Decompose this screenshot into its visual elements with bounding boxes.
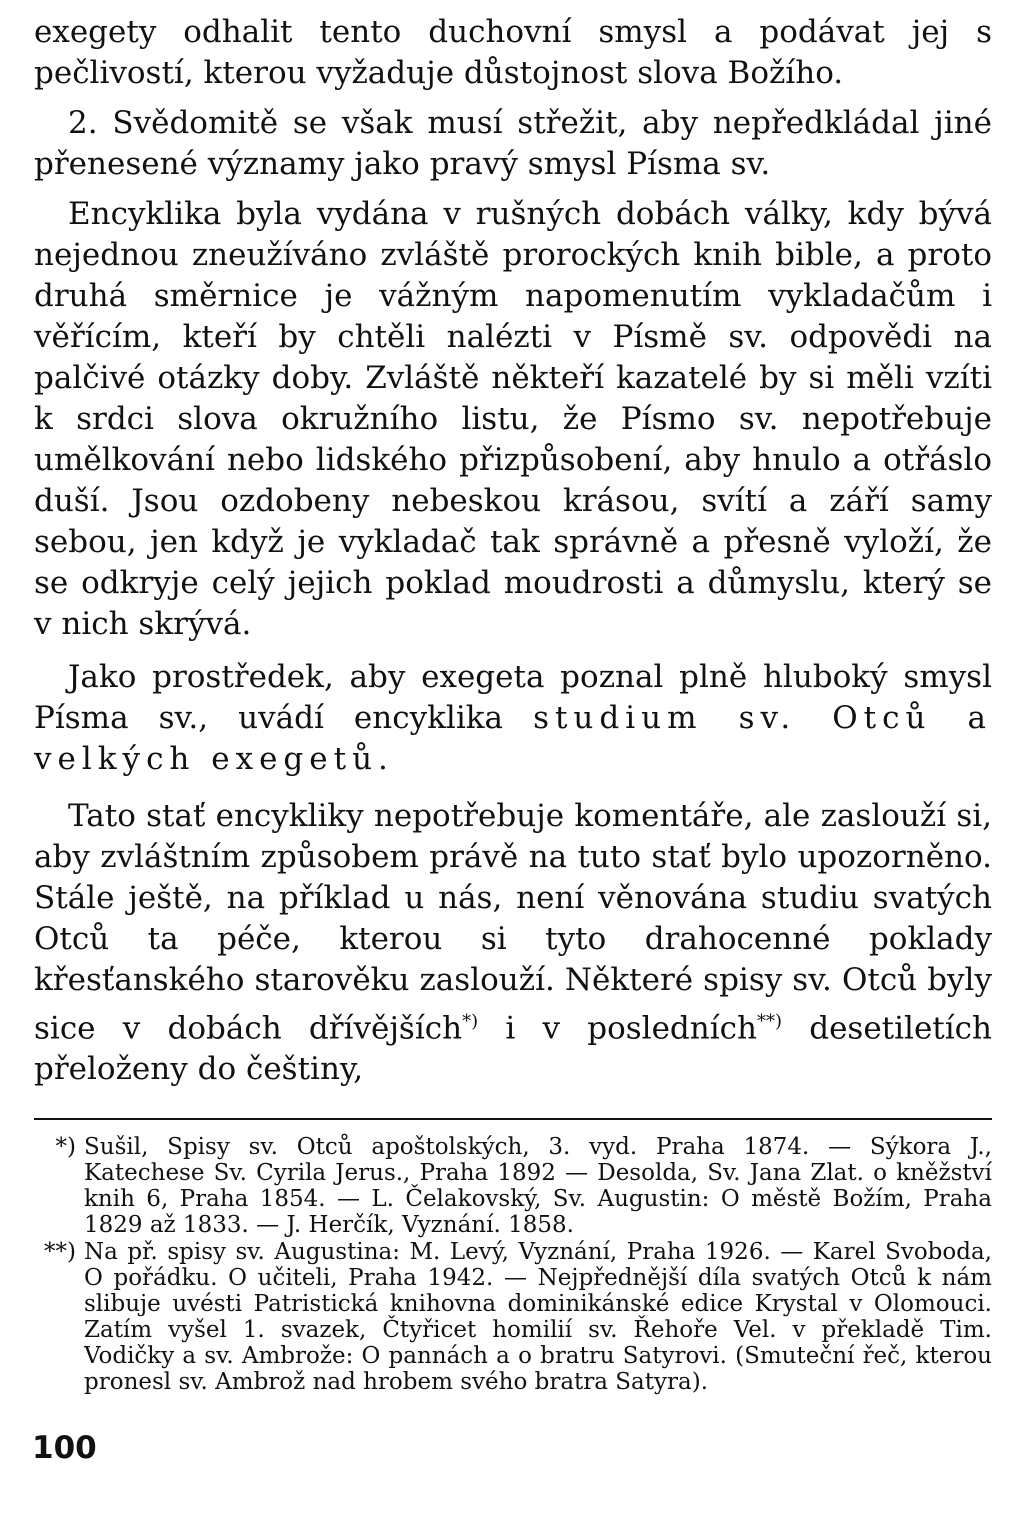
paragraph-point-2: 2. Svědomitě se však musí střežit, aby nepředkládal jiné přenesené významy jako pravý smysl Písma sv.: [34, 105, 992, 182]
main-text: [34, 12, 992, 1090]
paragraph-study-fathers: [34, 657, 992, 780]
paragraph-text: Tato stať encykliky nepotřebuje komentáře, ale zaslouží si, aby zvláštním způsobem právě na tuto stať bylo upozorněno. Stále ještě, na příklad u nás, není věnována studiu svatých Otců ta péče, kterou si tyto drahocenné poklady křesťanského starověku zaslouží. Některé spisy sv. Otců byly sice v dobách dřívějších: [34, 798, 992, 1047]
paragraph-encyclical: Encyklika byla vydána v rušných dobách války, kdy bývá nejednou zneužíváno zvláště prorockých knih bible, a proto druhá směrnice je vážným napomenutím vykladačům i věřícím, kteří by chtěli nalézti v Písmě sv. odpovědi na palčivé otázky doby. Zvláště někteří kazatelé by si měli vzíti k srdci slova okružního listu, že Písmo sv. nepotřebuje umělkování nebo lidského přizpůsobení, aby hnulo a otřáslo duší. Jsou ozdobeny nebeskou krásou, svítí a září samy sebou, jen když je vykladač tak správně a přesně vyloží, že se odkryje celý jejich poklad moudrosti a důmyslu, který se v nich skrývá.: [34, 196, 992, 642]
footnote-ref-2: **): [756, 1011, 782, 1032]
page-number: 100: [32, 1430, 97, 1466]
paragraph-text: desetiletích přeloženy do češtiny,: [34, 1010, 993, 1088]
footnote-text: Sušil, Spisy sv. Otců apoštolských, 3. vyd. Praha 1874. — Sýkora J., Katechese Sv. Cyrila Jerus., Praha 1892 — Desolda, Sv. Jana Zlat. o kněžství knih 6, Praha 1854. — L. Čelakovský, Sv. Augustin: O městě Božím, Praha 1829 až 1833. — J. Herčík, Vyznání. 1858.: [84, 1134, 992, 1239]
footnote-ref-1: *): [462, 1011, 479, 1032]
page: [34, 12, 992, 1396]
footnote-1: [34, 1134, 992, 1238]
paragraph-text: Jako prostředek, aby exegeta poznal plně hluboký smysl Písma sv., uvádí encyklika: [34, 659, 992, 736]
footnotes: [34, 1134, 992, 1395]
footnote-2: [34, 1239, 992, 1395]
footnote-divider: [34, 1118, 992, 1120]
emphasis-spaced-text: studium sv. Otců a velkých exegetů: [34, 700, 992, 777]
paragraph-continuation: exegety odhalit tento duchovní smysl a podávat jej s pečlivostí, kterou vyžaduje důstojnost slova Božího.: [34, 14, 992, 91]
footnote-mark: *): [55, 1134, 76, 1161]
footnote-text: Na př. spisy sv. Augustina: M. Levý, Vyznání, Praha 1926. — Karel Svoboda, O pořádku. O učiteli, Praha 1942. — Nejpřednější díla svatých Otců k nám slibuje uvésti Patristická knihovna dominikánské edice Krystal v Olomouci. Zatím vyšel 1. svazek, Čtyřicet homilií sv. Řehoře Vel. v překladě Tim. Vodičky a sv. Ambrože: O pannách a o bratru Satyrovi. (Smuteční řeč, kterou pronesl sv. Ambrož nad hrobem svého bratra Satyra).: [84, 1239, 992, 1396]
paragraph-text: i v posledních: [478, 1010, 757, 1047]
paragraph-text: .: [378, 741, 388, 777]
footnote-mark: **): [44, 1239, 76, 1266]
paragraph-commentary: [34, 796, 992, 1090]
